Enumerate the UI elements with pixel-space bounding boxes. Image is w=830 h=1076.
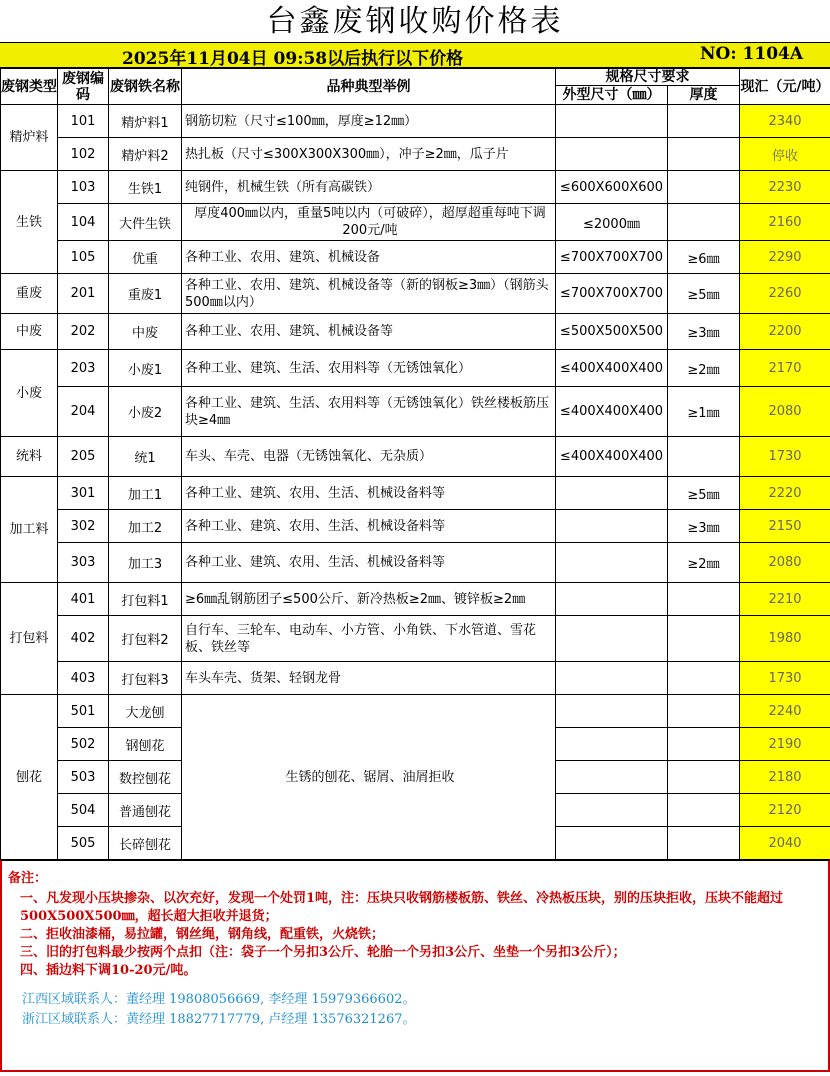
size-cell: ≤600X600X600 (556, 171, 668, 204)
size-cell: ≤700X700X700 (556, 274, 668, 314)
contact-line: 江西区域联系人：董经理 19808056669, 李经理 15979366602。 (22, 992, 416, 1007)
description-cell: 热扎板（尺寸≤300X300X300㎜），冲子≥2㎜，瓜子片 (182, 138, 556, 171)
description-cell: 自行车、三轮车、电动车、小方管、小角铁、下水管道、雪花板、铁丝等 (182, 616, 556, 662)
code-cell: 302 (58, 510, 109, 543)
size-cell (556, 138, 668, 171)
size-cell (556, 543, 668, 583)
thickness-cell (668, 662, 740, 695)
category-type-cell: 打包料 (1, 583, 58, 695)
table-row (1, 510, 830, 543)
description-cell: 各种工业、建筑、生活、农用料等（无锈蚀氧化）铁丝楼板筋压块≥4㎜ (182, 387, 556, 437)
thickness-cell: ≥5㎜ (668, 477, 740, 510)
name-cell: 大件生铁 (109, 204, 182, 241)
thickness-cell (668, 583, 740, 616)
code-cell: 102 (58, 138, 109, 171)
thickness-cell (668, 794, 740, 827)
name-cell: 加工2 (109, 510, 182, 543)
thickness-cell (668, 138, 740, 171)
description-cell: 车头、车壳、电器（无锈蚀氧化、无杂质） (182, 437, 556, 477)
size-cell: ≤400X400X400 (556, 437, 668, 477)
page-title: 台鑫废钢收购价格表 (266, 4, 564, 39)
price-cell: 2160 (740, 204, 830, 241)
size-cell (556, 695, 668, 728)
description-cell: ≥6㎜乱钢筋团子≤500公斤、新冷热板≥2㎜、镀锌板≥2㎜ (182, 583, 556, 616)
header-size: 外型尺寸（㎜） (556, 86, 668, 105)
category-type-cell: 刨花 (1, 695, 58, 860)
price-cell: 2120 (740, 794, 830, 827)
code-cell: 103 (58, 171, 109, 204)
name-cell: 重废1 (109, 274, 182, 314)
name-cell: 精炉料2 (109, 138, 182, 171)
code-cell: 403 (58, 662, 109, 695)
name-cell: 普通刨花 (109, 794, 182, 827)
code-cell: 105 (58, 241, 109, 274)
table-row (1, 274, 830, 314)
description-cell: 车头车壳、货架、轻钢龙骨 (182, 662, 556, 695)
description-cell: 钢筋切粒（尺寸≤100㎜，厚度≥12㎜） (182, 105, 556, 138)
table-row (1, 477, 830, 510)
price-cell: 2240 (740, 695, 830, 728)
name-cell: 打包料3 (109, 662, 182, 695)
code-cell: 401 (58, 583, 109, 616)
thickness-cell (668, 827, 740, 860)
name-cell: 钢刨花 (109, 728, 182, 761)
contact-line: 浙江区域联系人：黄经理 18827717779, 卢经理 13576321267。 (22, 1012, 416, 1027)
price-cell: 2040 (740, 827, 830, 860)
code-cell: 505 (58, 827, 109, 860)
header-price: 现汇（元/吨） (740, 69, 830, 105)
thickness-cell (668, 171, 740, 204)
size-cell (556, 761, 668, 794)
table-row (1, 138, 830, 171)
code-cell: 204 (58, 387, 109, 437)
category-type-cell: 中废 (1, 314, 58, 350)
name-cell: 加工1 (109, 477, 182, 510)
thickness-cell: ≥1㎜ (668, 387, 740, 437)
price-cell: 2170 (740, 350, 830, 387)
name-cell: 长碎刨花 (109, 827, 182, 860)
note-item: 一、凡发现小压块掺杂、以次充好，发现一个处罚1吨，注：压块只收钢筋楼板筋、铁丝、冷热板压块，别的压块拒收，压块不能超过500X500X500㎜，超长超大拒收并退货； (20, 891, 784, 924)
code-cell: 502 (58, 728, 109, 761)
size-cell (556, 616, 668, 662)
size-cell (556, 728, 668, 761)
thickness-cell: ≥5㎜ (668, 274, 740, 314)
description-cell: 各种工业、农用、建筑、机械设备等 (182, 314, 556, 350)
table-header (1, 69, 830, 105)
note-item: 三、旧的打包料最少按两个点扣（注：袋子一个另扣3公斤、轮胎一个另扣3公斤、坐垫一个另扣3公斤）； (20, 945, 626, 960)
thickness-cell (668, 105, 740, 138)
category-type-cell: 加工料 (1, 477, 58, 583)
thickness-cell: ≥6㎜ (668, 241, 740, 274)
description-cell: 厚度400㎜以内，重量5吨以内（可破碎），超厚超重每吨下调200元/吨 (182, 204, 556, 241)
name-cell: 优重 (109, 241, 182, 274)
size-cell (556, 477, 668, 510)
table-row (1, 204, 830, 241)
size-cell (556, 105, 668, 138)
price-cell: 2220 (740, 477, 830, 510)
table-row (1, 314, 830, 350)
price-cell: 2200 (740, 314, 830, 350)
name-cell: 小废2 (109, 387, 182, 437)
category-type-cell: 统料 (1, 437, 58, 477)
price-cell: 2340 (740, 105, 830, 138)
thickness-cell (668, 204, 740, 241)
code-cell: 303 (58, 543, 109, 583)
header-name: 废钢铁名称 (109, 69, 182, 105)
price-cell: 2230 (740, 171, 830, 204)
size-cell: ≤700X700X700 (556, 241, 668, 274)
size-cell (556, 827, 668, 860)
size-cell: ≤400X400X400 (556, 350, 668, 387)
description-cell: 各种工业、建筑、农用、生活、机械设备料等 (182, 477, 556, 510)
size-cell (556, 794, 668, 827)
table-row (1, 616, 830, 662)
price-cell: 停收 (740, 138, 830, 171)
price-cell: 2290 (740, 241, 830, 274)
name-cell: 打包料2 (109, 616, 182, 662)
table-row (1, 241, 830, 274)
name-cell: 加工3 (109, 543, 182, 583)
table-row (1, 171, 830, 204)
price-cell: 2080 (740, 543, 830, 583)
thickness-cell: ≥3㎜ (668, 314, 740, 350)
effective-date-text: 2025年11月04日 09:58以后执行以下价格 (122, 49, 464, 69)
table-row (1, 543, 830, 583)
description-cell: 各种工业、建筑、生活、农用料等（无锈蚀氧化） (182, 350, 556, 387)
size-cell (556, 583, 668, 616)
table-row (1, 105, 830, 138)
table-body (1, 105, 830, 860)
price-cell: 2080 (740, 387, 830, 437)
effective-bar (0, 42, 830, 68)
thickness-cell (668, 728, 740, 761)
thickness-cell (668, 695, 740, 728)
document-number: NO: 1104A (700, 44, 804, 64)
price-cell: 1730 (740, 437, 830, 477)
description-cell: 各种工业、农用、建筑、机械设备等（新的钢板≥3㎜）（钢筋头500㎜以内） (182, 274, 556, 314)
table-row (1, 437, 830, 477)
description-cell: 各种工业、建筑、农用、生活、机械设备料等 (182, 510, 556, 543)
price-cell: 1730 (740, 662, 830, 695)
name-cell: 中废 (109, 314, 182, 350)
name-cell: 生铁1 (109, 171, 182, 204)
table-row (1, 583, 830, 616)
table-row (1, 387, 830, 437)
category-type-cell: 重废 (1, 274, 58, 314)
note-item: 二、拒收油漆桶，易拉罐，钢丝绳，钢角线，配重铁，火烧铁； (20, 927, 385, 942)
category-type-cell: 小废 (1, 350, 58, 437)
code-cell: 101 (58, 105, 109, 138)
thickness-cell (668, 616, 740, 662)
description-cell: 各种工业、建筑、农用、生活、机械设备料等 (182, 543, 556, 583)
price-cell: 2210 (740, 583, 830, 616)
category-type-cell: 生铁 (1, 171, 58, 274)
name-cell: 统1 (109, 437, 182, 477)
thickness-cell (668, 761, 740, 794)
category-type-cell: 精炉料 (1, 105, 58, 171)
code-cell: 402 (58, 616, 109, 662)
code-cell: 201 (58, 274, 109, 314)
code-cell: 205 (58, 437, 109, 477)
price-table (0, 68, 830, 860)
code-cell: 504 (58, 794, 109, 827)
code-cell: 202 (58, 314, 109, 350)
price-cell: 2190 (740, 728, 830, 761)
thickness-cell (668, 437, 740, 477)
name-cell: 数控刨花 (109, 761, 182, 794)
size-cell: ≤500X500X500 (556, 314, 668, 350)
name-cell: 大龙刨 (109, 695, 182, 728)
code-cell: 203 (58, 350, 109, 387)
code-cell: 104 (58, 204, 109, 241)
header-description: 品种典型举例 (182, 69, 556, 105)
table-row (1, 695, 830, 728)
header-type: 废钢类型 (1, 69, 58, 105)
size-cell (556, 510, 668, 543)
header-thickness: 厚度 (668, 86, 740, 105)
thickness-cell: ≥2㎜ (668, 350, 740, 387)
price-cell: 2180 (740, 761, 830, 794)
header-code: 废钢编码 (58, 69, 109, 105)
notes-heading: 备注： (8, 871, 48, 886)
name-cell: 打包料1 (109, 583, 182, 616)
size-cell (556, 662, 668, 695)
note-item: 四、插边料下调10-20元/吨。 (20, 963, 197, 978)
header-spec: 规格尺寸要求 (556, 69, 740, 86)
thickness-cell: ≥3㎜ (668, 510, 740, 543)
description-cell: 纯钢件，机械生铁（所有高碳铁） (182, 171, 556, 204)
contacts-block (8, 990, 822, 1030)
thickness-cell: ≥2㎜ (668, 543, 740, 583)
price-cell: 1980 (740, 616, 830, 662)
table-row (1, 350, 830, 387)
notes-section (0, 860, 830, 1072)
price-cell: 2150 (740, 510, 830, 543)
description-cell: 生锈的刨花、锯屑、油屑拒收 (182, 695, 556, 860)
code-cell: 301 (58, 477, 109, 510)
name-cell: 小废1 (109, 350, 182, 387)
price-cell: 2260 (740, 274, 830, 314)
table-row (1, 662, 830, 695)
name-cell: 精炉料1 (109, 105, 182, 138)
description-cell: 各种工业、农用、建筑、机械设备 (182, 241, 556, 274)
size-cell: ≤2000㎜ (556, 204, 668, 241)
code-cell: 503 (58, 761, 109, 794)
size-cell: ≤400X400X400 (556, 387, 668, 437)
code-cell: 501 (58, 695, 109, 728)
